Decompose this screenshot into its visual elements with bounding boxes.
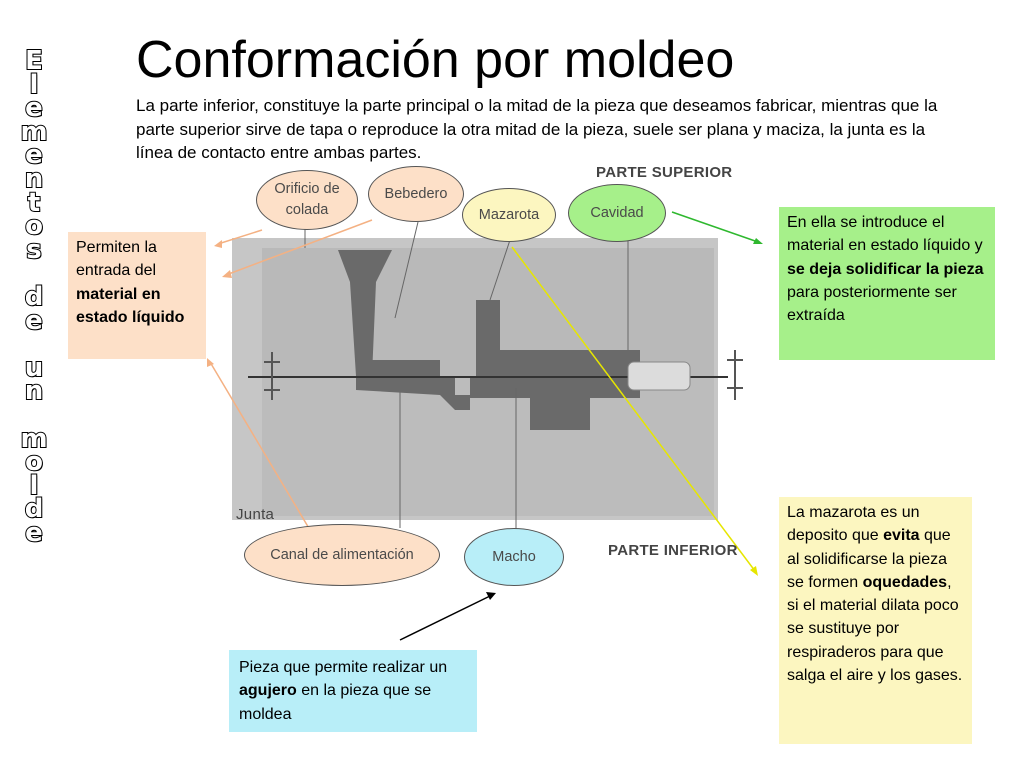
callout-macho: Pieza que permite realizar un agujero en la pieza que se moldea [229,650,477,732]
lower-mold-block [262,378,714,516]
arrow-cavidad [672,212,758,242]
runner-cavity-upper [356,360,440,376]
vertical-title-letter: e [25,305,43,336]
vertical-title-letter: m [20,116,48,147]
vertical-title-letter: m [20,423,48,454]
vertical-title-letter: l [29,69,39,100]
core-pin [628,362,690,390]
oval-macho: Macho [464,528,564,586]
vertical-title-letter: e [25,517,43,548]
vertical-title-letter: E [25,46,43,76]
part-cavity-upper [536,350,640,376]
vertical-title-letter: u [24,352,44,383]
label-parte-superior: PARTE SUPERIOR [596,164,733,181]
callout-orificio: Permiten la entrada del material en estado líquido [68,232,206,359]
slide-title: Conformación por moldeo [136,31,735,89]
vertical-title-letter: e [25,140,43,171]
vertical-title-letter: l [29,470,39,501]
vertical-title-letter: o [25,447,43,478]
oval-mazarota: Mazarota [462,188,556,242]
vertical-title-letter: d [24,281,44,312]
oval-canal-de-alimentacion: Canal de alimentación [244,524,440,586]
vertical-title-letter: n [24,376,44,407]
vertical-title-letter: e [25,93,43,124]
vertical-title-letter: d [24,494,44,525]
vertical-title-letter: t [27,187,41,218]
oval-bebedero: Bebedero [368,166,464,222]
oval-cavidad: Cavidad [568,184,666,242]
oval-orificio-de-colada: Orificio de colada [256,170,358,230]
callout-cavidad: En ella se introduce el material en estado líquido y se deja solidificar la pieza para posteriormente ser extraída [779,207,995,360]
vertical-title-letter: s [26,234,42,265]
label-parte-inferior: PARTE INFERIOR [608,542,738,559]
arrow-macho [400,596,490,640]
intro-paragraph: La parte inferior, constituye la parte principal o la mitad de la pieza que deseamos fabricar, mientras que la parte superior sirve de tapa o reproduce la otra mitad de la pieza, suele ser plana y maciza, la junta es la línea de contacto entre ambas partes. [136,96,938,162]
vertical-title-letter: o [25,211,43,242]
callout-mazarota: La mazarota es un deposito que evita que al solidificarse la pieza se formen oquedades, si el material dilata poco se sustituye por respiraderos para que salga el aire y los gases. [779,497,972,744]
label-junta: Junta [236,506,275,523]
vertical-title-letter: n [24,163,44,194]
